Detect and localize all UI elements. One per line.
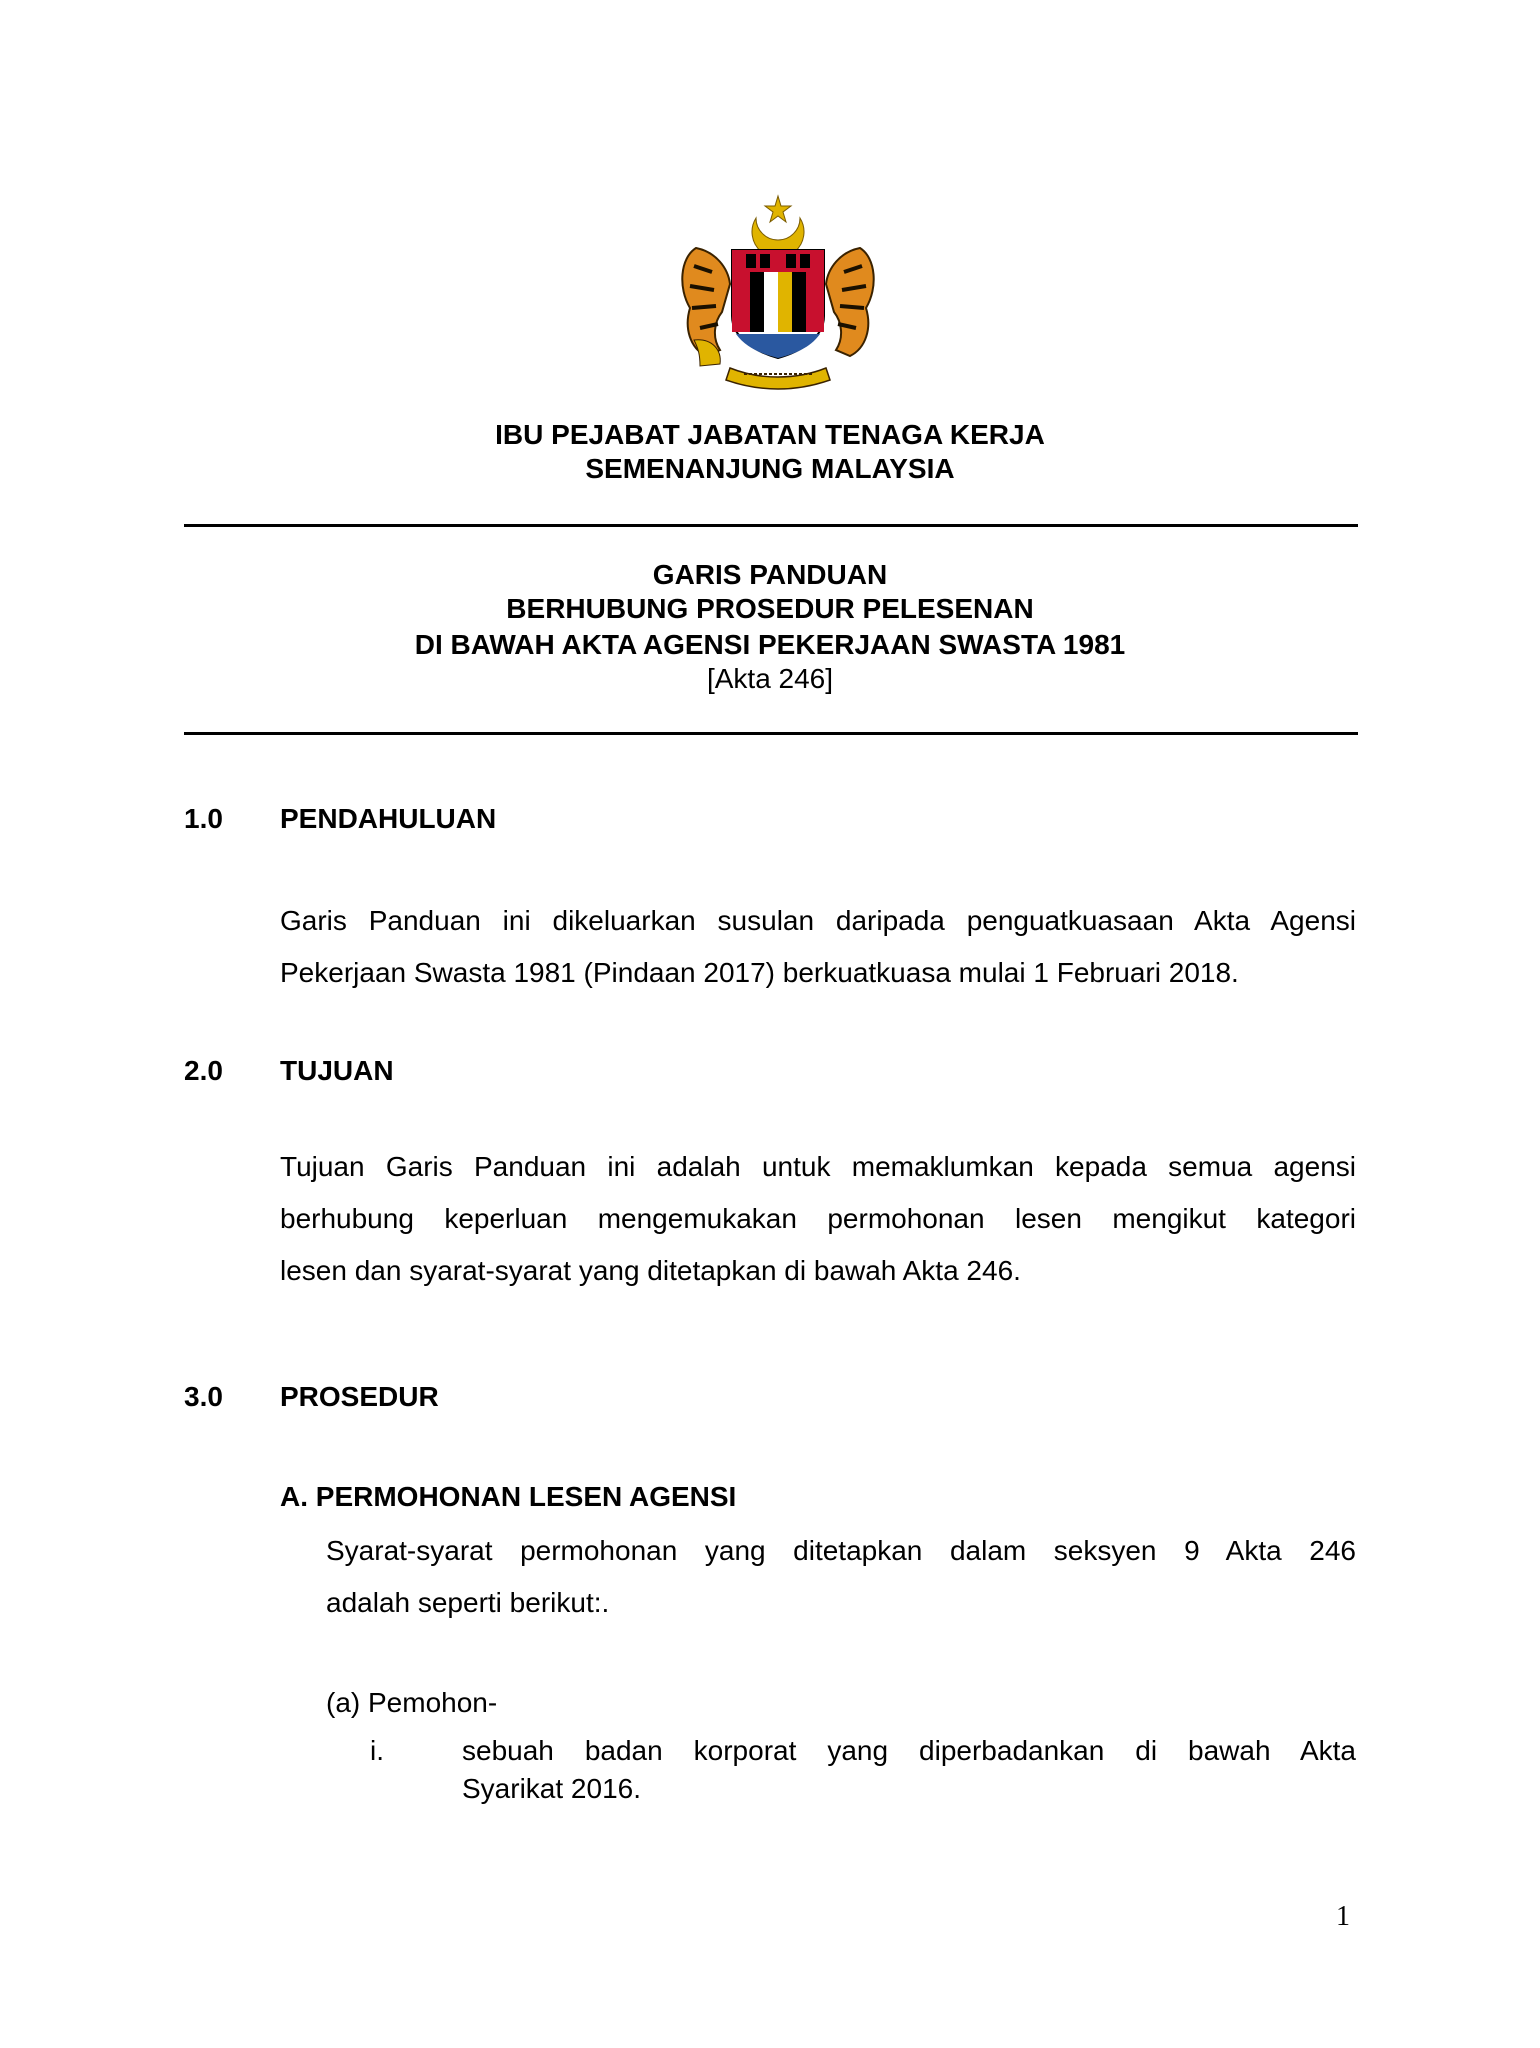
paragraph-line: Syarat-syarat permohonan yang ditetapkan dalam seksyen 9 Akta 246 (326, 1535, 1356, 1566)
paragraph-line: Pekerjaan Swasta 1981 (Pindaan 2017) berkuatkuasa mulai 1 Februari 2018. (280, 957, 1239, 988)
section-title: PROSEDUR (280, 1381, 439, 1412)
paragraph-line: berhubung keperluan mengemukakan permohonan lesen mengikut kategori (280, 1203, 1356, 1234)
list-item-a-label: (a) Pemohon- (326, 1687, 498, 1718)
section-title: TUJUAN (280, 1055, 394, 1086)
title-line2: BERHUBUNG PROSEDUR PELESENAN (506, 593, 1034, 624)
section-number: 3.0 (184, 1381, 223, 1412)
list-item-i-number: i. (370, 1735, 384, 1766)
section-title: PENDAHULUAN (280, 803, 497, 834)
section-number: 2.0 (184, 1055, 223, 1086)
title-act-reference: [Akta 246] (706, 663, 834, 694)
list-item-line: Syarikat 2016. (462, 1773, 641, 1804)
jata-negara-crest-logo (660, 188, 896, 388)
org-heading-line1: IBU PEJABAT JABATAN TENAGA KERJA (495, 419, 1045, 450)
title-line1: GARIS PANDUAN (652, 559, 888, 590)
title-line3: DI BAWAH AKTA AGENSI PEKERJAAN SWASTA 1981 (414, 629, 1126, 660)
list-item-line: sebuah badan korporat yang diperbadankan di bawah Akta (462, 1735, 1356, 1766)
bottom-divider (184, 732, 1358, 735)
section-number: 1.0 (184, 803, 223, 834)
page-number: 1 (1336, 1901, 1350, 1932)
subsection-title: A. PERMOHONAN LESEN AGENSI (280, 1481, 737, 1512)
paragraph-line: lesen dan syarat-syarat yang ditetapkan di bawah Akta 246. (280, 1255, 1021, 1286)
top-divider (184, 524, 1358, 527)
org-heading-line2: SEMENANJUNG MALAYSIA (585, 453, 955, 484)
paragraph-line: Garis Panduan ini dikeluarkan susulan daripada penguatkuasaan Akta Agensi (280, 905, 1356, 936)
paragraph-line: adalah seperti berikut:. (326, 1587, 610, 1618)
paragraph-line: Tujuan Garis Panduan ini adalah untuk memaklumkan kepada semua agensi (280, 1151, 1356, 1182)
